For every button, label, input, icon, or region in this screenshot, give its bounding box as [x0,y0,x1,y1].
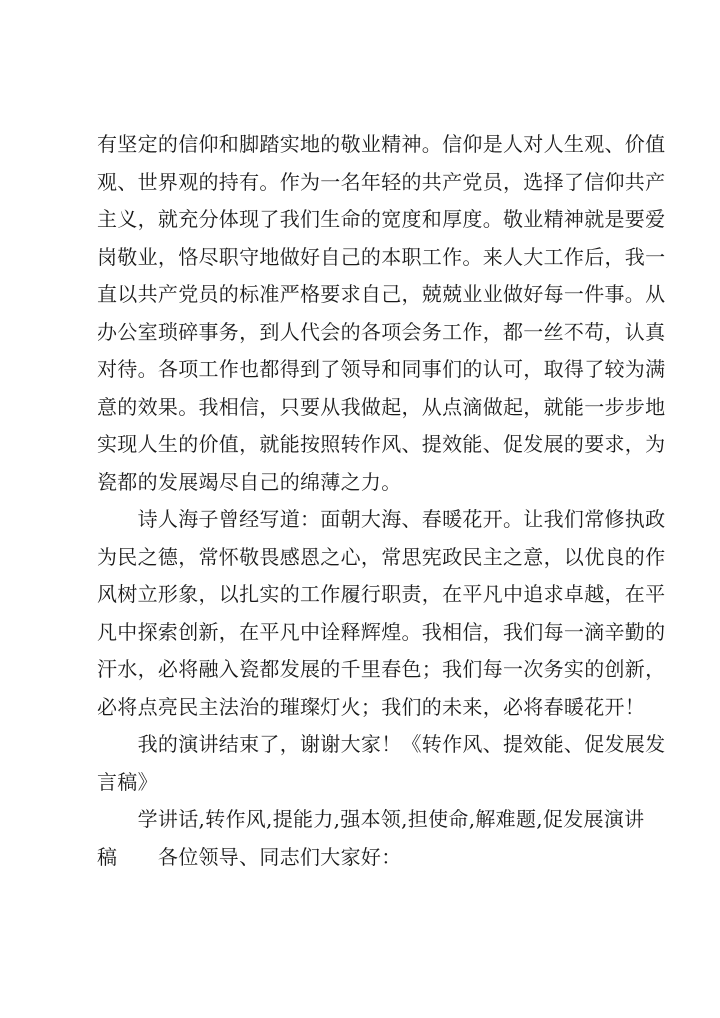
text-line: 对待。各项工作也都得到了领导和同事们的认可，取得了较为满 [97,357,666,381]
document-body [97,126,666,876]
text-line: 直以共产党员的标准严格要求自己，兢兢业业做好每一件事。从 [97,282,666,306]
text-line: 岗敬业，恪尽职守地做好自己的本职工作。来人大工作后，我一 [97,244,666,269]
text-line: 主义，就充分体现了我们生命的宽度和厚度。敬业精神就是要爱 [97,207,666,231]
text-line: 观、世界观的持有。作为一名年轻的共产党员，选择了信仰共产 [97,169,666,194]
text-line: 稿 各位领导、同志们大家好： [97,844,402,869]
text-line: 为民之德，常怀敬畏感恩之心，常思宪政民主之意，以优良的作 [97,544,666,569]
text-line: 凡中探索创新，在平凡中诠释辉煌。我相信，我们每一滴辛勤的 [97,619,666,644]
paragraph-closing [97,726,666,801]
text-line: 我的演讲结束了，谢谢大家！《转作风、提效能、促发展发 [97,732,666,756]
text-line: 必将点亮民主法治的璀璨灯火；我们的未来，必将春暖花开！ [97,694,646,719]
paragraph-next-speech [97,801,645,876]
text-line: 意的效果。我相信，只要从我做起，从点滴做起，就能一步步地 [97,394,666,419]
text-line: 有坚定的信仰和脚踏实地的敬业精神。信仰是人对人生观、价值 [97,132,666,156]
paragraph-faith [97,126,666,501]
text-line: 风树立形象，以扎实的工作履行职责，在平凡中追求卓越，在平 [97,582,666,606]
text-line: 实现人生的价值，就能按照转作风、提效能、促发展的要求，为 [97,432,666,456]
text-line: 诗人海子曾经写道：面朝大海、春暖花开。让我们常修执政 [97,507,666,531]
text-line: 言稿》 [97,769,158,794]
text-line: 办公室琐碎事务，到人代会的各项会务工作，都一丝不苟，认真 [97,319,666,344]
text-line: 学讲话,转作风,提能力,强本领,担使命,解难题,促发展演讲 [97,807,645,831]
paragraph-poet [97,501,666,726]
text-line: 瓷都的发展竭尽自己的绵薄之力。 [97,469,402,494]
text-line: 汗水，必将融入瓷都发展的千里春色；我们每一次务实的创新， [97,657,666,681]
